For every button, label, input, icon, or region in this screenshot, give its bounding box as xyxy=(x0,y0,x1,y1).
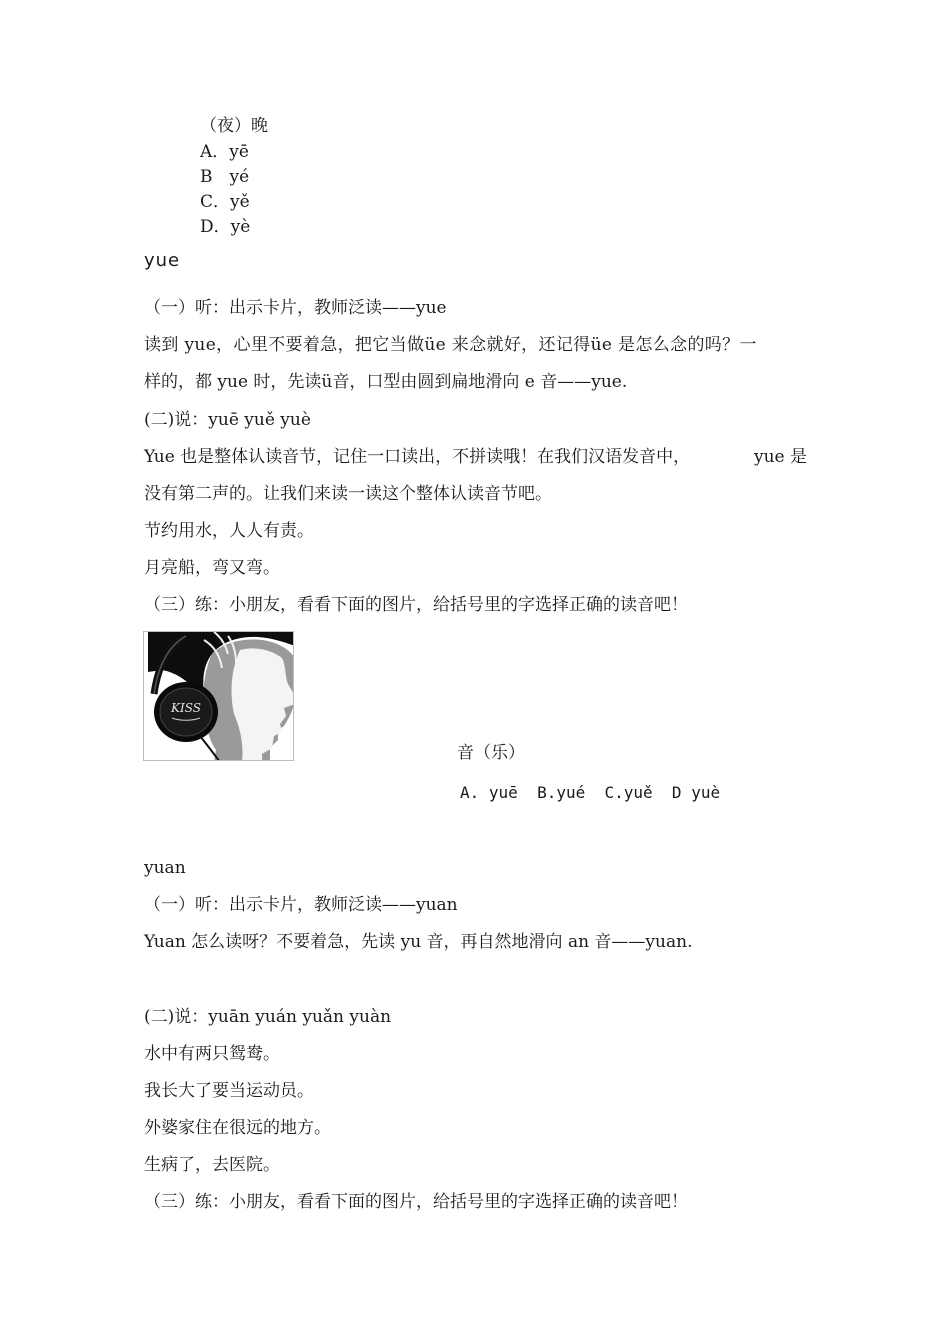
example-sentence-yuan-4: 生病了，去医院。 xyxy=(144,1155,280,1175)
note-line-1-end: yue 是 xyxy=(754,447,808,467)
explanation-yuan: Yuan 怎么读呀？不要着急，先读 yu 音，再自然地滑向 an 音——yuan. xyxy=(144,932,693,952)
example-sentence-yuan-1: 水中有两只鸳鸯。 xyxy=(144,1044,280,1064)
example-sentence-1: 节约用水，人人有责。 xyxy=(144,521,314,541)
speak-instruction-yue: (二)说：yuē yuě yuè xyxy=(144,410,311,430)
explanation-line-2: 样的，都 yue 时，先读ü音，口型由圆到扁地滑向 e 音——yue. xyxy=(144,372,628,392)
practice-instruction-yuan: （三）练：小朋友，看看下面的图片，给括号里的字选择正确的读音吧！ xyxy=(144,1192,688,1212)
listen-instruction-yuan: （一）听：出示卡片，教师泛读——yuan xyxy=(144,895,458,915)
example-sentence-2: 月亮船，弯又弯。 xyxy=(144,558,280,578)
option-d: D．yè xyxy=(200,217,251,237)
question-stem-yue: 音（乐） xyxy=(457,743,525,763)
question-stem: （夜）晚 xyxy=(200,116,268,136)
headphones-photo xyxy=(143,631,294,761)
option-a: A．yē xyxy=(200,142,249,162)
section-heading-yue: yue xyxy=(144,250,181,271)
headphones-illustration-icon xyxy=(144,632,294,761)
speak-instruction-yuan: (二)说：yuān yuán yuǎn yuàn xyxy=(144,1007,392,1027)
listen-instruction-yue: （一）听：出示卡片，教师泛读——yue xyxy=(144,298,447,318)
note-line-2: 没有第二声的。让我们来读一读这个整体认读音节吧。 xyxy=(144,484,552,504)
question-options-yue: A. yuē B.yué C.yuě D yuè xyxy=(460,783,721,802)
practice-instruction-yue: （三）练：小朋友，看看下面的图片，给括号里的字选择正确的读音吧！ xyxy=(144,595,688,615)
option-c: C．yě xyxy=(200,192,250,212)
explanation-line-1: 读到 yue，心里不要着急，把它当做üe 来念就好，还记得üe 是怎么念的吗？一 xyxy=(144,335,757,355)
svg-text:KISS: KISS xyxy=(171,701,201,715)
section-heading-yuan: yuan xyxy=(144,858,186,878)
example-sentence-yuan-3: 外婆家住在很远的地方。 xyxy=(144,1118,331,1138)
option-b: B yé xyxy=(200,167,250,187)
example-sentence-yuan-2: 我长大了要当运动员。 xyxy=(144,1081,314,1101)
note-line-1: Yue 也是整体认读音节，记住一口读出，不拼读哦！在我们汉语发音中， xyxy=(144,447,691,467)
